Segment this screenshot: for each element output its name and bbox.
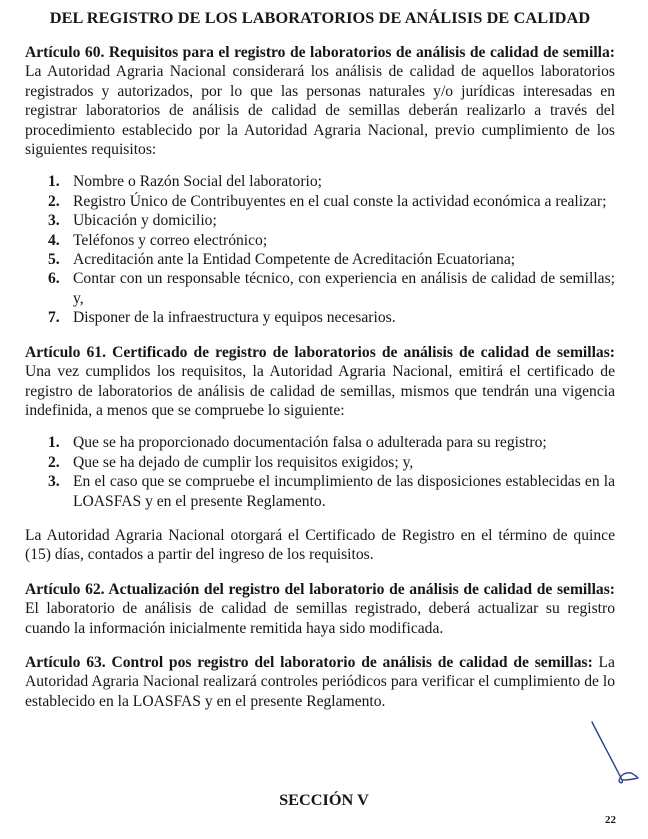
list-item-number: 5. [48,251,60,269]
list-item-text: Ubicación y domicilio; [73,212,217,230]
list-item-number: 7. [48,309,60,327]
article-60-requirements-list [25,172,615,327]
list-item-number: 1. [48,173,60,191]
article-62-paragraph [25,580,615,638]
article-62-heading: Artículo 62. Actualización del registro del laboratorio de análisis de calidad de semillas: [25,580,615,598]
list-item-number: 4. [48,231,60,249]
article-60-heading: Artículo 60. Requisitos para el registro de laboratorios de análisis de calidad de semilla: [25,44,615,61]
article-60-paragraph [25,43,615,159]
list-item-text: Contar con un responsable técnico, con experiencia en análisis de calidad de semillas; y, [73,270,615,307]
article-63 [25,653,615,711]
article-61-heading: Artículo 61. Certificado de registro de laboratorios de análisis de calidad de semillas: [25,343,615,361]
article-62-body: El laboratorio de análisis de calidad de semillas registrado, deberá actualizar su registro cuando la información inicialmente remitida haya sido modificada. [25,600,615,637]
article-61-paragraph [25,343,615,421]
signature-stroke [592,722,638,783]
list-item [25,472,615,511]
list-item [25,250,615,269]
article-63-paragraph [25,653,615,711]
list-item [25,231,615,250]
list-item-text: Que se ha dejado de cumplir los requisitos exigidos; y, [73,453,414,471]
chapter-title: DEL REGISTRO DE LOS LABORATORIOS DE ANÁLISIS DE CALIDAD [49,8,591,27]
list-item-number: 2. [48,192,60,210]
article-62 [25,580,615,638]
article-60-body: La Autoridad Agraria Nacional considerará los análisis de calidad de aquellos laboratorios registrados y autorizados, por lo que las personas naturales y/o jurídicas interesadas en registrar laboratorios de análisis de calidad de semillas deberán realizarlo a través del procedimiento establecido por la Autoridad Agraria Nacional, previo cumplimiento de los siguientes requisitos: [25,63,615,159]
list-item-text: Acreditación ante la Entidad Competente de Acreditación Ecuatoriana; [73,251,516,269]
article-60 [25,43,615,328]
list-item-number: 3. [48,473,60,491]
document-page [25,8,615,711]
list-item-text: Registro Único de Contribuyentes en el cual conste la actividad económica a realizar; [73,192,607,210]
list-item [25,453,615,472]
list-item [25,433,615,452]
list-item-text: En el caso que se compruebe el incumplimiento de las disposiciones establecidas en la LOASFAS y en el presente Reglamento. [73,473,615,510]
list-item-text: Teléfonos y correo electrónico; [73,231,268,249]
list-item-number: 2. [48,453,60,471]
list-item [25,172,615,191]
list-item-text: Disponer de la infraestructura y equipos necesarios. [73,309,396,327]
article-61-body: Una vez cumplidos los requisitos, la Autoridad Agraria Nacional, emitirá el certificado de registro de laboratorios de análisis de calidad de semillas, mismos que tendrán una vigencia indefinida, a menos que se compruebe lo siguiente: [25,363,615,419]
signature-mark [590,718,642,788]
list-item-number: 3. [48,212,60,230]
article-61 [25,343,615,565]
section-title: SECCIÓN V [279,790,369,809]
list-item [25,308,615,327]
list-item [25,269,615,308]
list-item [25,211,615,230]
article-63-body: La Autoridad Agraria Nacional realizará controles periódicos para verificar el cumplimiento de lo establecido en la LOASFAS y en el presente Reglamento. [25,653,615,710]
article-61-conditions-list [25,433,615,511]
page-number: 22 [605,814,616,826]
article-63-heading: Artículo 63. Control pos registro del laboratorio de análisis de calidad de semillas: [25,653,593,671]
list-item-number: 6. [48,270,60,288]
list-item-text: Nombre o Razón Social del laboratorio; [73,173,322,191]
article-61-closing-paragraph: La Autoridad Agraria Nacional otorgará el Certificado de Registro en el término de quince (15) días, contados a partir del ingreso de los requisitos. [25,526,615,564]
list-item [25,192,615,211]
list-item-number: 1. [48,434,60,452]
list-item-text: Que se ha proporcionado documentación falsa o adulterada para su registro; [73,434,547,452]
